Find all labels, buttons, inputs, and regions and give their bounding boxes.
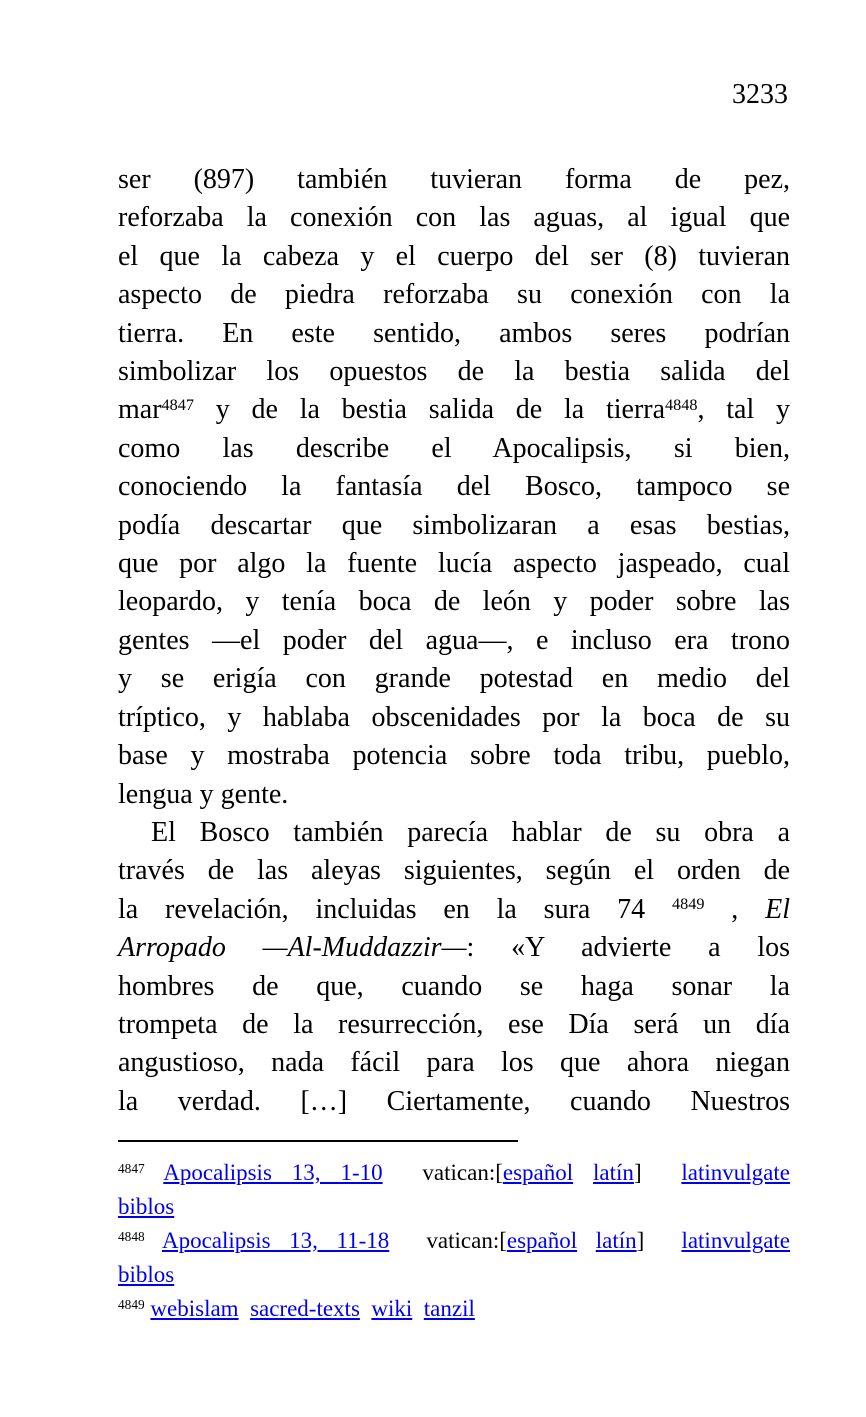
body-text-line: lengua y gente.: [118, 778, 289, 810]
link-latin[interactable]: latín: [595, 1228, 637, 1253]
italic-title-run: El: [765, 893, 790, 925]
footnote-line: [118, 1292, 790, 1326]
body-text-line: tríptico, y hablaba obscenidades por la boca de su: [118, 701, 790, 733]
link-biblos[interactable]: biblos: [118, 1262, 175, 1287]
body-text-line: través de las aleyas siguientes, según el orden de: [118, 855, 790, 887]
footnote-line: $^{4848}$ Apocalipsis 13, 11-18 vatican:[español latín] latinvulgate: [118, 1228, 791, 1253]
body-text-line: mar$^{4847}$ y de la bestia salida de la tierra$^{4848}$, tal y: [118, 394, 790, 426]
body-text-line: la verdad. […] Ciertamente, cuando Nuestros: [118, 1085, 790, 1117]
footnote-line: $^{4847}$ Apocalipsis 13, 1-10 vatican:[español latín] latinvulgate: [118, 1160, 790, 1185]
link-biblos[interactable]: biblos: [118, 1194, 175, 1219]
body-text-line: ser (897) también tuvieran forma de pez,: [118, 164, 790, 195]
link-latinvulgate[interactable]: latinvulgate: [681, 1160, 790, 1185]
link-wiki[interactable]: wiki: [371, 1296, 413, 1321]
footnote-ref-4848: 4848: [665, 396, 698, 414]
body-text-line: aspecto de piedra reforzaba su conexión con la: [118, 279, 790, 311]
body-text-line: trompeta de la resurrección, ese Día será un día: [118, 1008, 790, 1040]
body-text-line: angustioso, nada fácil para los que ahora niegan: [118, 1047, 790, 1079]
body-text-line: y se erigía con grande potestad en medio del: [118, 663, 790, 695]
body-text-line: reforzaba la conexión con las aguas, al igual que: [118, 202, 790, 234]
footnotes: [118, 1140, 790, 1326]
body-text-line: hombres de que, cuando se haga sonar la: [118, 970, 790, 1002]
footnote-ref-4849: 4849: [671, 895, 705, 914]
footnote-separator: [118, 1140, 518, 1142]
link-webislam[interactable]: webislam: [150, 1296, 239, 1321]
body-text-line: gentes —el poder del agua—, e incluso era trono: [118, 624, 790, 656]
body-text-line: leopardo, y tenía boca de león y poder sobre las: [118, 586, 790, 618]
page-number: 3233: [732, 79, 788, 110]
link-tanzil[interactable]: tanzil: [423, 1296, 475, 1321]
link-espanol[interactable]: español: [502, 1160, 574, 1185]
link-apocalipsis-13-1-10[interactable]: Apocalipsis 13, 1-10: [163, 1160, 383, 1185]
footnote-ref-4847: 4847: [161, 396, 194, 414]
body-text-line: el que la cabeza y el cuerpo del ser (8) tuvieran: [118, 240, 790, 272]
body-text-line: simbolizar los opuestos de la bestia salida del: [118, 356, 790, 388]
link-apocalipsis-13-11-18[interactable]: Apocalipsis 13, 11-18: [161, 1228, 390, 1253]
link-latinvulgate[interactable]: latinvulgate: [681, 1228, 791, 1253]
body-text-line: como las describe el Apocalipsis, si bien,: [118, 432, 790, 464]
body-text-line: la revelación, incluidas en la sura 74 $^{4849}$ , El: [118, 893, 790, 925]
footnote-number-4847: 4847: [118, 1161, 145, 1177]
body-text-line: Arropado —Al-Muddazzir—: «Y advierte a los: [118, 932, 791, 964]
body-text-line: podía descartar que simbolizaran a esas bestias,: [118, 509, 790, 541]
body-text-line: que por algo la fuente lucía aspecto jaspeado, cual: [118, 548, 790, 580]
footnote-line: [118, 1190, 790, 1224]
footnote-list: [118, 1156, 790, 1326]
footnote-line: [118, 1258, 790, 1292]
link-espanol[interactable]: español: [506, 1228, 578, 1253]
footnote-number-4848: 4848: [118, 1229, 145, 1245]
link-latin[interactable]: latín: [593, 1160, 634, 1185]
body-text: [118, 161, 790, 1121]
body-text-line: El Bosco también parecía hablar de su obra a: [151, 816, 790, 848]
link-sacred-texts[interactable]: sacred-texts: [250, 1296, 360, 1321]
footnote-number-4849: 4849: [118, 1297, 145, 1313]
body-text-line: tierra. En este sentido, ambos seres podrían: [118, 317, 790, 349]
body-text-line: conociendo la fantasía del Bosco, tampoco se: [118, 471, 790, 503]
body-text-line: base y mostraba potencia sobre toda tribu, pueblo,: [118, 740, 790, 772]
italic-title-run: Arropado —Al-Muddazzir—: [118, 932, 467, 964]
